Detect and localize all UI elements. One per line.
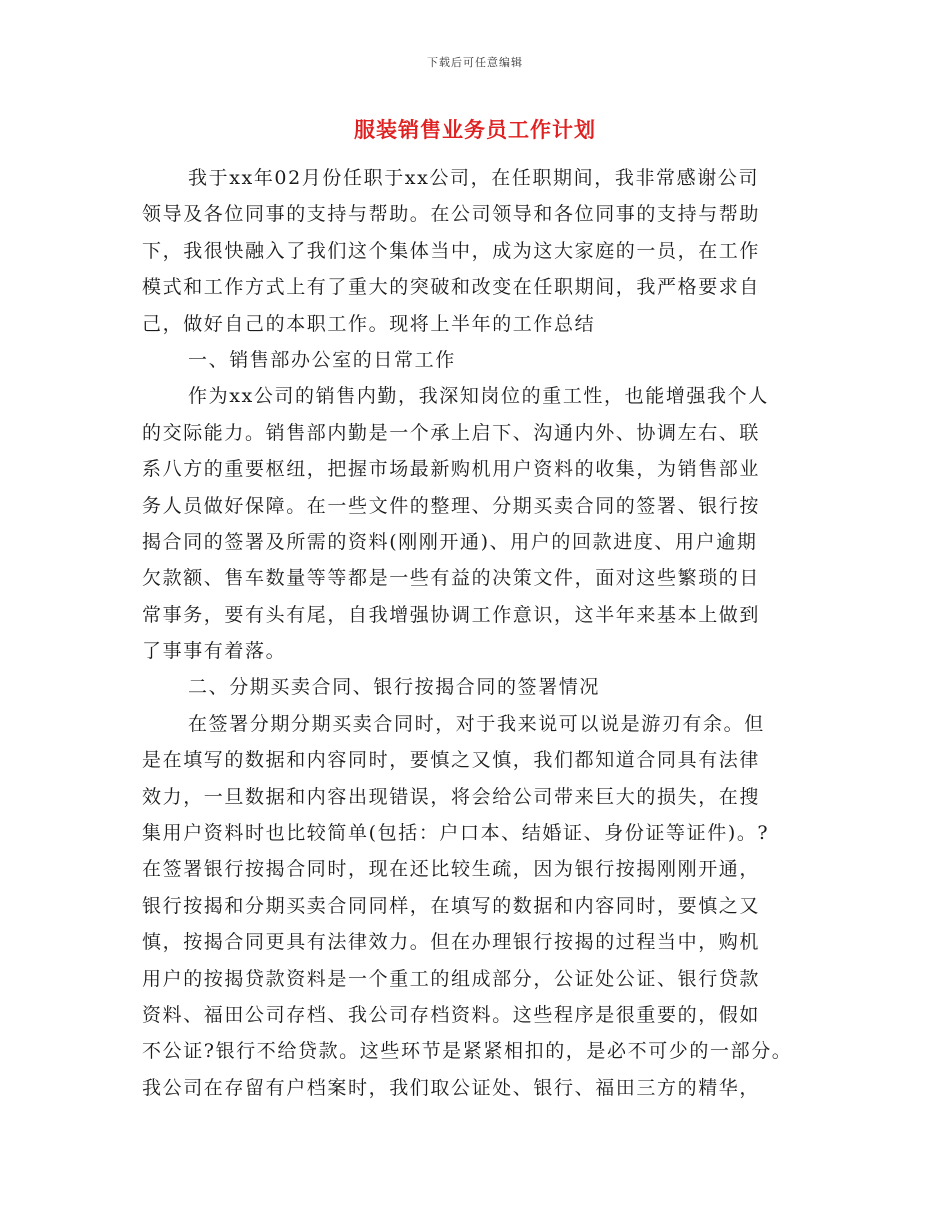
text-line: 领导及各位同事的支持与帮助。在公司领导和各位同事的支持与帮助 [142, 203, 761, 226]
text-line: 一、销售部办公室的日常工作 [188, 348, 456, 371]
text-line: 揭合同的签署及所需的资料(刚刚开通)、用户的回款进度、用户逾期 [142, 530, 758, 553]
text-line: 不公证?银行不给贷款。这些环节是紧紧相扣的，是必不可少的一部分。 [142, 1040, 793, 1063]
header-note: 下载后可任意编辑 [427, 56, 523, 69]
text-line: 慎，按揭合同更具有法律效力。但在办理银行按揭的过程当中，购机 [142, 931, 761, 954]
document-body [142, 160, 832, 1106]
text-line: 用户的按揭贷款资料是一个重工的组成部分，公证处公证、银行贷款 [142, 967, 761, 990]
text-line: 的交际能力。销售部内勤是一个承上启下、沟通内外、协调左右、联 [142, 421, 761, 444]
text-line: 欠款额、售车数量等等都是一些有益的决策文件，面对这些繁琐的日 [142, 567, 761, 590]
text-line: 务人员做好保障。在一些文件的整理、分期买卖合同的签署、银行按 [142, 494, 761, 517]
text-line: 资料、福田公司存档、我公司存档资料。这些程序是很重要的，假如 [142, 1003, 761, 1026]
text-line: 集用户资料时也比较简单(包括：户口本、结婚证、身份证等证件)。? [142, 822, 770, 845]
text-line: 我公司在存留有户档案时，我们取公证处、银行、福田三方的精华， [142, 1076, 761, 1099]
text-line: 常事务，要有头有尾，自我增强协调工作意识，这半年来基本上做到 [142, 603, 761, 626]
text-line: 在签署银行按揭合同时，现在还比较生疏，因为银行按揭刚刚开通， [142, 858, 761, 881]
text-line: 银行按揭和分期买卖合同同样，在填写的数据和内容同时，要慎之又 [142, 894, 761, 917]
text-line: 是在填写的数据和内容同时，要慎之又慎，我们都知道合同具有法律 [142, 749, 761, 772]
text-line: 模式和工作方式上有了重大的突破和改变在任职期间，我严格要求自 [142, 276, 761, 299]
text-line: 己，做好自己的本职工作。现将上半年的工作总结 [142, 312, 596, 335]
text-line: 二、分期买卖合同、银行按揭合同的签署情况 [188, 676, 601, 699]
text-line: 效力，一旦数据和内容出现错误，将会给公司带来巨大的损失，在搜 [142, 785, 761, 808]
text-line: 系八方的重要枢纽，把握市场最新购机用户资料的收集，为销售部业 [142, 458, 761, 481]
text-line: 作为xx公司的销售内勤，我深知岗位的重工性，也能增强我个人 [188, 385, 769, 408]
text-line: 了事事有着落。 [142, 640, 287, 663]
text-line: 我于xx年02月份任职于xx公司，在任职期间，我非常感谢公司 [188, 167, 760, 189]
document-title: 服装销售业务员工作计划 [354, 117, 596, 142]
text-line: 在签署分期分期买卖合同时，对于我来说可以说是游刃有余。但 [188, 712, 765, 735]
text-line: 下，我很快融入了我们这个集体当中，成为这大家庭的一员，在工作 [142, 239, 761, 262]
